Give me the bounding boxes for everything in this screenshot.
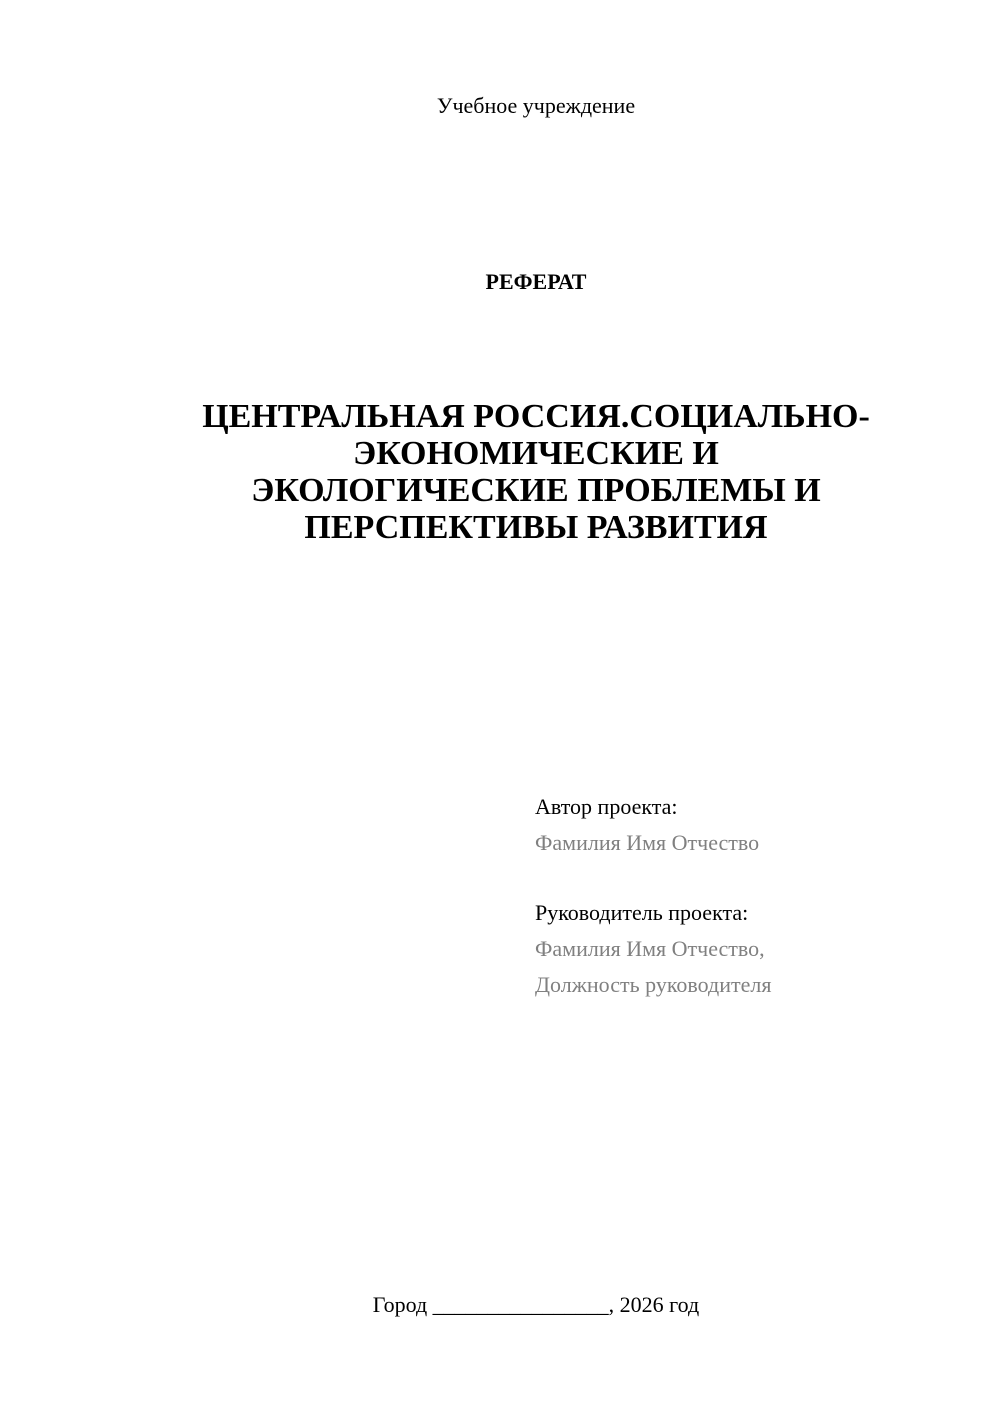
author-label: Автор проекта: — [535, 794, 678, 819]
author-name: Фамилия Имя Отчество — [535, 830, 760, 855]
supervisor-position: Должность руководителя — [535, 972, 772, 997]
supervisor-label: Руководитель проекта: — [535, 900, 749, 925]
document-title — [120, 398, 952, 546]
supervisor-name: Фамилия Имя Отчество, — [535, 936, 765, 961]
title-line: ЭКОЛОГИЧЕСКИЕ ПРОБЛЕМЫ И — [251, 472, 821, 509]
document-type: РЕФЕРАТ — [485, 269, 587, 294]
title-line: ПЕРСПЕКТИВЫ РАЗВИТИЯ — [304, 509, 768, 546]
city-year-line: Город ________________, 2026 год — [372, 1292, 700, 1317]
institution-name: Учебное учреждение — [436, 93, 636, 118]
credits-block — [535, 789, 975, 1003]
title-line: ЦЕНТРАЛЬНАЯ РОССИЯ.СОЦИАЛЬНО- — [202, 398, 870, 435]
spacer — [535, 861, 975, 895]
title-line: ЭКОНОМИЧЕСКИЕ И — [353, 435, 719, 472]
